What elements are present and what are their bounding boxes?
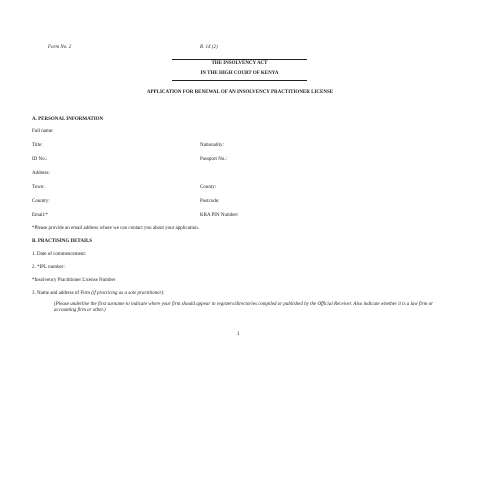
county-label: County:	[200, 185, 217, 190]
court-title: IN THE HIGH COURT OF KENYA	[200, 71, 279, 76]
act-title: THE INSOLVENCY ACT	[211, 61, 268, 66]
kra-pin-label: KRA PIN Number:	[200, 213, 239, 218]
firm-instructions-note: (Please underline the first surname to indicate where your firm should appear in registers/directories compiled or published by the Official Receiver. Also indicate whether it is a law firm or accounting firm or other.)	[54, 302, 434, 313]
id-no-label: ID No.:	[32, 157, 48, 162]
country-label: Country:	[32, 199, 50, 204]
form-number: Form No. 2	[48, 45, 72, 50]
title-rule-bottom	[172, 80, 307, 81]
town-label: Town:	[32, 185, 45, 190]
commencement-date-label: 1. Date of commencement:	[32, 252, 87, 257]
section-a-heading: A. PERSONAL INFORMATION	[32, 117, 104, 122]
rule-reference: R. 14 (2)	[200, 45, 218, 50]
ipl-number-label: 2. *IPL number:	[32, 265, 65, 270]
section-b-heading: B. PRACTISING DETAILS	[32, 239, 93, 244]
ipl-note: *Insolvency Practitioner License Number	[32, 278, 116, 283]
title-rule-top	[172, 59, 307, 60]
passport-no-label: Passport No.:	[200, 157, 227, 162]
firm-label-qualifier: (if practicing as a sole practitioner):	[91, 291, 165, 296]
application-title: APPLICATION FOR RENEWAL OF AN INSOLVENCY PRACTITIONER LICENSE	[146, 90, 334, 95]
firm-label-text: 3. Name and address of Firm	[32, 291, 92, 296]
page-number: 1	[237, 332, 240, 337]
full-name-label: Full name:	[32, 129, 54, 134]
email-note: *Please provide an email address where we can contact you about your application.	[32, 226, 200, 231]
title-label: Title:	[32, 143, 43, 148]
nationality-label: Nationality:	[200, 143, 224, 148]
email-label: Email:*	[32, 213, 48, 218]
address-label: Address:	[32, 171, 50, 176]
firm-name-address-label	[32, 291, 165, 297]
postcode-label: Postcode:	[200, 199, 220, 204]
